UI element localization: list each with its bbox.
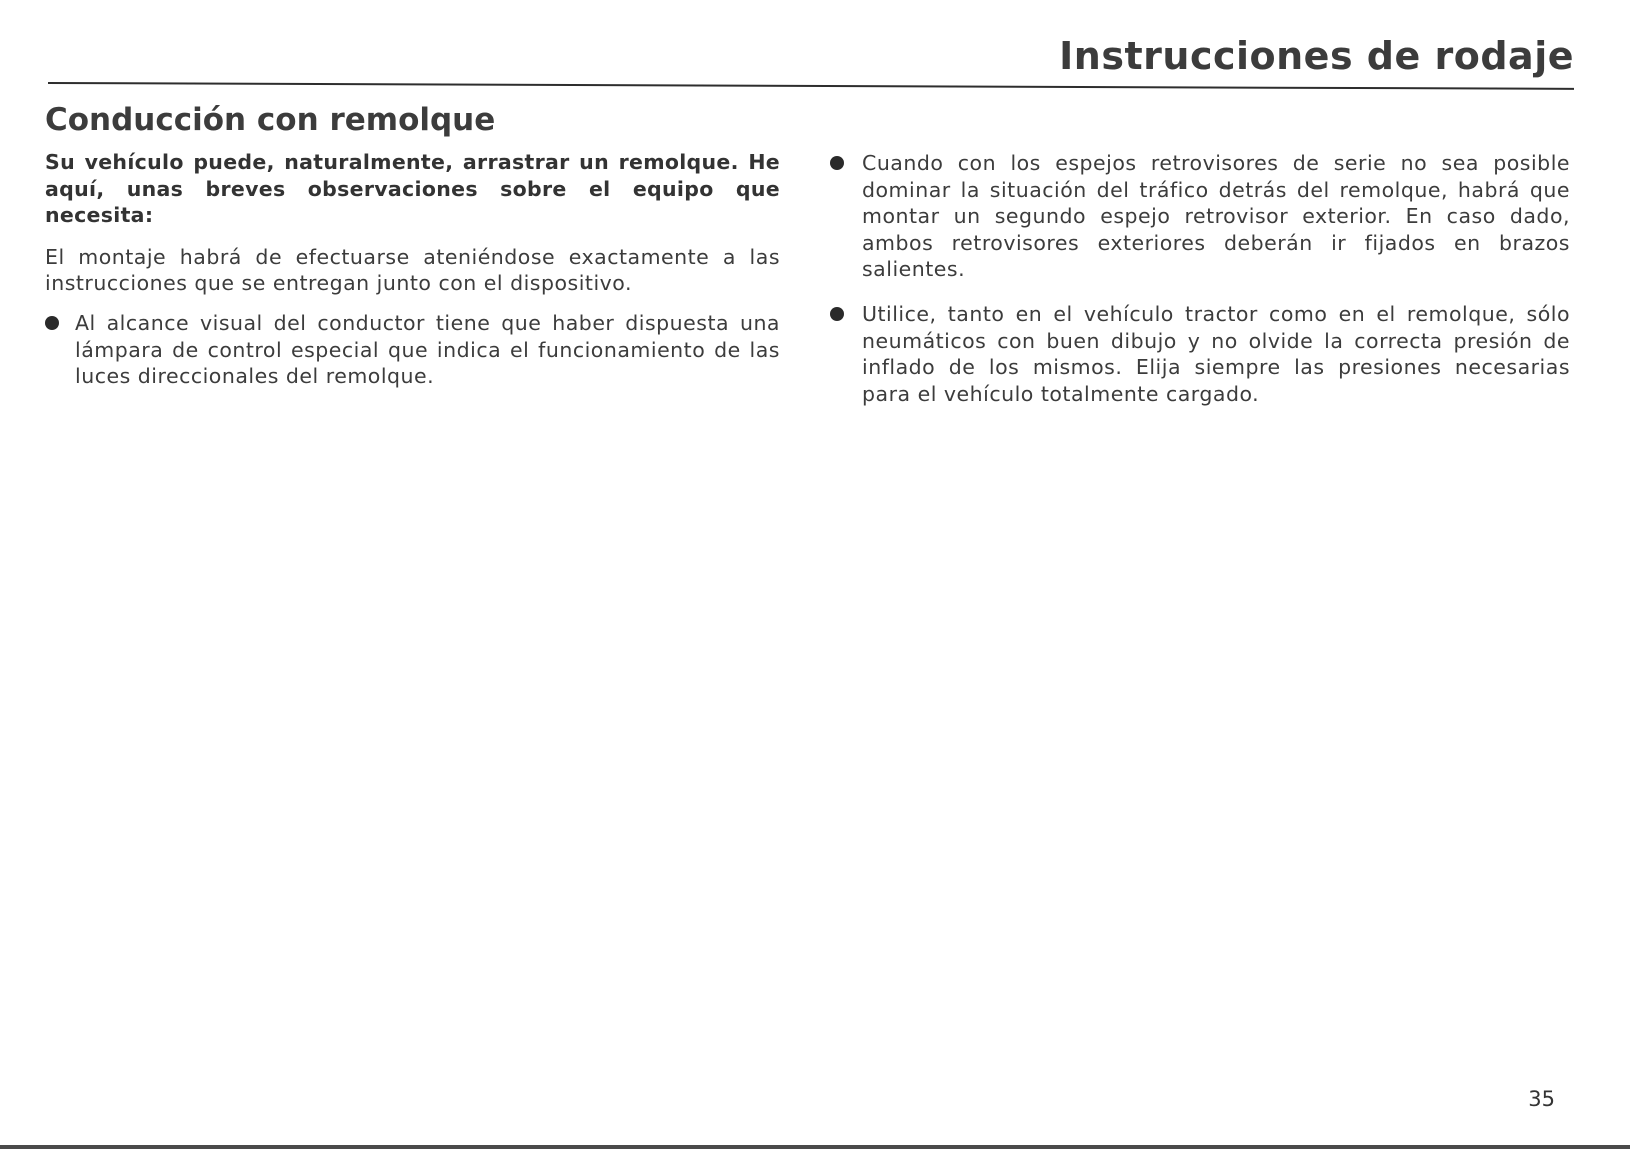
left-column [45, 149, 780, 403]
bullet-text: Utilice, tanto en el vehículo tractor como en el remolque, sólo neumáticos con buen dibujo y no olvide la correcta presión de inflado de los mismos. Elija siempre las presiones necesarias para el vehículo totalmente cargado. [862, 301, 1570, 406]
bottom-edge-rule [0, 1145, 1630, 1149]
section-title: Conducción con remolque [45, 102, 496, 138]
page-number: 35 [1528, 1087, 1555, 1111]
bullet-item [830, 150, 1570, 283]
bullet-dot-icon [45, 316, 59, 330]
bullet-text: Al alcance visual del conductor tiene que haber dispuesta una lámpara de control especial que indica el funcionamiento de las luces direccionales del remolque. [75, 310, 780, 389]
bullet-item [45, 310, 780, 390]
mounting-paragraph: El montaje habrá de efectuarse ateniéndose exactamente a las instrucciones que se entregan junto con el dispositivo. [45, 244, 780, 296]
page-header-title: Instrucciones de rodaje [1059, 34, 1574, 78]
header-rule [48, 82, 1574, 90]
right-column [830, 150, 1570, 425]
bullet-item [830, 301, 1570, 407]
intro-paragraph: Su vehículo puede, naturalmente, arrastrar un remolque. He aquí, unas breves observaciones sobre el equipo que necesita: [45, 150, 780, 228]
bullet-text: Cuando con los espejos retrovisores de serie no sea posible dominar la situación del tráfico detrás del remolque, habrá que montar un segundo espejo retrovisor exterior. En caso dado, ambos retrovisores exteriores deberán ir fijados en brazos salientes. [862, 151, 1570, 282]
bullet-dot-icon [830, 307, 844, 321]
bullet-dot-icon [830, 156, 844, 170]
